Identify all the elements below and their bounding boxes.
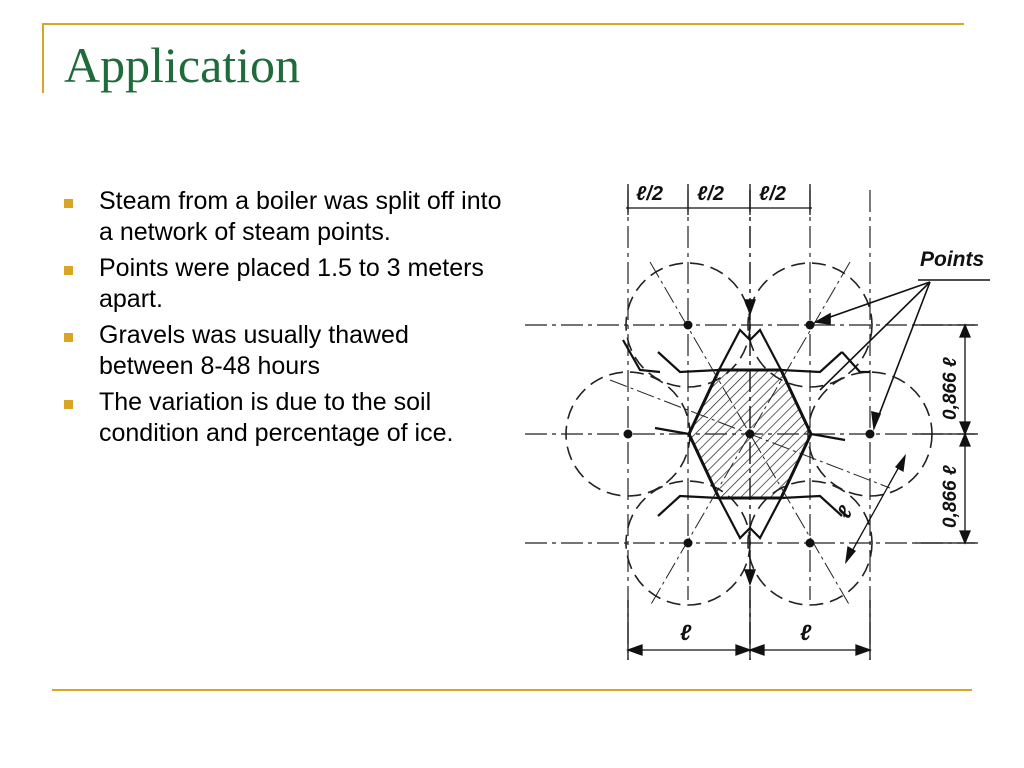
bottom-dim-label: ℓ (800, 620, 812, 645)
top-dim-label: ℓ/2 (697, 183, 725, 205)
points-leaders (816, 280, 990, 428)
bullet-item (64, 186, 504, 247)
radius-label: ℓ (833, 502, 858, 523)
bullet-text: Gravels was usually thawed between 8-48 hours (99, 321, 409, 380)
bullet-text: Steam from a boiler was split off into a network of steam points. (99, 187, 502, 246)
bullet-item (64, 320, 504, 381)
side-dim-label: 0,866 ℓ (940, 357, 961, 420)
radius-dimension (846, 456, 905, 562)
bullet-text: Points were placed 1.5 to 3 meters apart. (99, 254, 484, 313)
top-dim-label: ℓ/2 (636, 183, 664, 205)
slide-frame-left-rule (42, 23, 44, 93)
bullet-square-icon (64, 333, 73, 342)
bullet-square-icon (64, 400, 73, 409)
points-label: Points (920, 248, 985, 271)
slide-title: Application (64, 37, 301, 93)
bullet-square-icon (64, 266, 73, 275)
bullet-item (64, 253, 504, 314)
slide-frame-bottom-rule (52, 689, 972, 691)
bottom-dimension (628, 600, 870, 660)
bullet-list (64, 186, 504, 454)
top-dim-label: ℓ/2 (759, 183, 787, 205)
slide-frame-top-rule (42, 23, 964, 25)
steam-point-layout-diagram (520, 165, 1010, 670)
bottom-dim-label: ℓ (680, 620, 692, 645)
bullet-square-icon (64, 199, 73, 208)
bullet-text: The variation is due to the soil condition and percentage of ice. (99, 388, 454, 447)
side-dim-label: 0,866 ℓ (940, 465, 961, 528)
bullet-item (64, 387, 504, 448)
